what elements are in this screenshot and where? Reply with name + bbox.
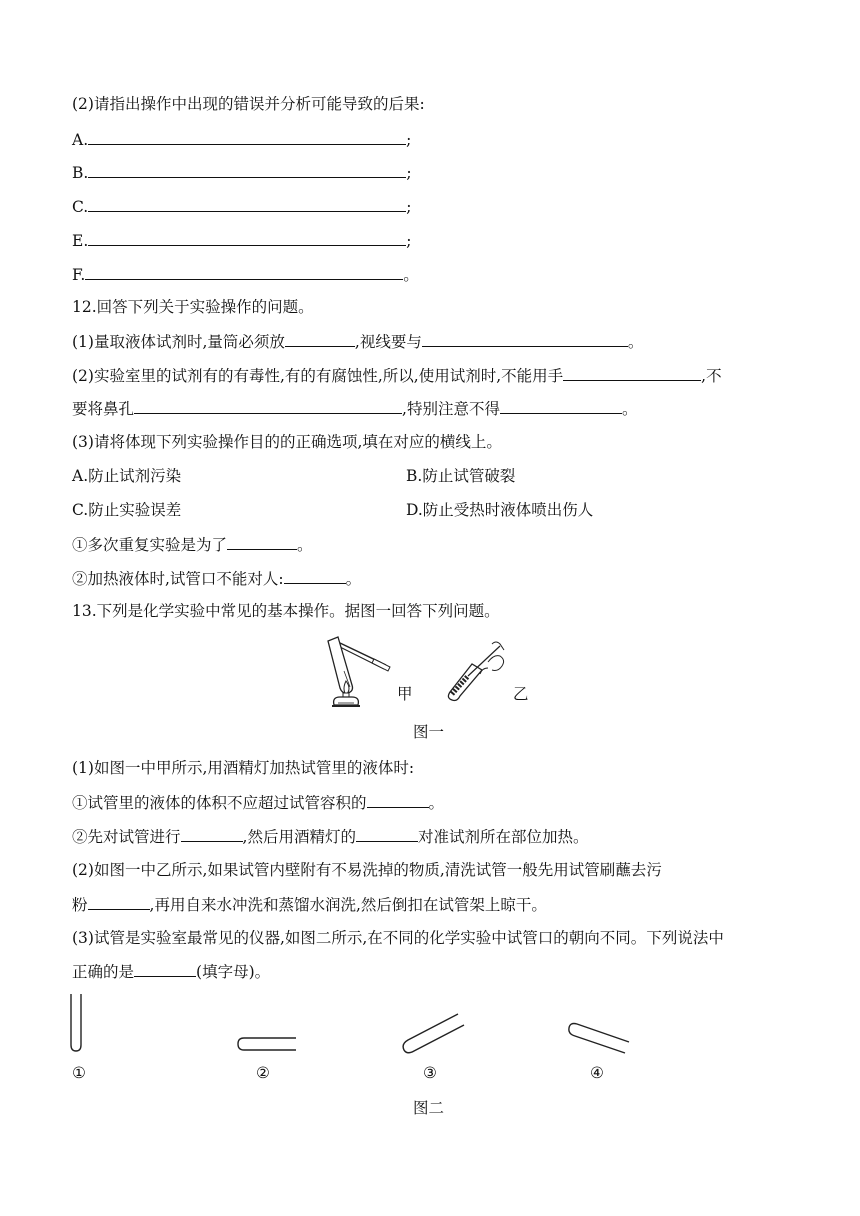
text-segment: 。 [621, 400, 638, 418]
q11-answer-line-b [72, 162, 412, 183]
text-segment: (填字母)。 [196, 963, 271, 981]
text-segment: ①试管里的液体的体积不应超过试管容积的 [72, 794, 367, 812]
q13-part3: (3)试管是实验室最常见的仪器,如图二所示,在不同的化学实验中试管口的朝向不同。下列说法中 [72, 929, 724, 947]
answer-end: ; [406, 198, 412, 216]
text-segment: (2)实验室里的试剂有的有毒性,有的有腐蚀性,所以,使用试剂时,不能用手 [72, 367, 564, 385]
option-b: B.防止试管破裂 [406, 467, 516, 485]
q13-part3-continued [72, 961, 270, 982]
text-segment: ②先对试管进行 [72, 828, 181, 846]
q12-sub2 [72, 568, 361, 589]
q12-part1 [72, 331, 643, 352]
answer-label: A. [72, 131, 89, 149]
answer-blank[interactable] [181, 826, 243, 842]
answer-blank[interactable] [285, 331, 355, 347]
answer-blank[interactable] [367, 792, 429, 808]
q12-sub1 [72, 534, 313, 555]
option-c: C.防止实验误差 [72, 501, 182, 519]
answer-blank[interactable] [227, 534, 297, 550]
q13-part1: (1)如图一中甲所示,用酒精灯加热试管里的液体时: [72, 759, 415, 777]
text-segment: 。 [627, 333, 644, 351]
answer-blank[interactable] [88, 230, 406, 246]
answer-blank[interactable] [88, 196, 406, 212]
answer-blank[interactable] [88, 162, 406, 178]
answer-label: F. [72, 266, 86, 284]
text-segment: ,再用自来水冲洗和蒸馏水润洗,然后倒扣在试管架上晾干。 [149, 896, 547, 914]
text-segment: 。 [428, 794, 445, 812]
answer-blank[interactable] [134, 961, 196, 977]
figure2-label-2: ② [256, 1064, 270, 1082]
q12-title: 12.回答下列关于实验操作的问题。 [72, 298, 314, 316]
figure2-label-3: ③ [423, 1064, 437, 1082]
answer-blank[interactable] [88, 129, 406, 145]
option-d: D.防止受热时液体喷出伤人 [406, 501, 594, 519]
text-segment: ②加热液体时,试管口不能对人: [72, 570, 284, 588]
figure2-label-1: ① [72, 1064, 86, 1082]
q12-part2 [72, 365, 722, 386]
text-segment: 要将鼻孔 [72, 400, 135, 418]
q11-answer-line-f [72, 264, 419, 285]
answer-blank[interactable] [134, 398, 402, 414]
text-segment: 。 [345, 570, 362, 588]
answer-label: C. [72, 198, 89, 216]
text-segment: ,不 [701, 367, 722, 385]
q12-part3: (3)请将体现下列实验操作目的的正确选项,填在对应的横线上。 [72, 433, 502, 451]
test-tube-tilted-up-figure [398, 1010, 464, 1056]
answer-blank[interactable] [563, 365, 701, 381]
test-tube-vertical-figure [66, 993, 86, 1053]
figure2-caption: 图二 [413, 1099, 445, 1117]
answer-blank[interactable] [88, 894, 150, 910]
answer-end: ; [406, 232, 412, 250]
q13-part2: (2)如图一中乙所示,如果试管内壁附有不易洗掉的物质,清洗试管一般先用试管刷蘸去污 [72, 861, 662, 879]
q11-answer-line-c [72, 196, 411, 217]
q11-answer-line-a [72, 129, 411, 150]
option-a: A.防止试剂污染 [72, 467, 182, 485]
answer-blank[interactable] [284, 568, 346, 584]
test-tube-horizontal-figure [236, 1035, 300, 1053]
q13-sub2 [72, 826, 588, 847]
text-segment: 对准试剂所在部位加热。 [417, 828, 589, 846]
heating-test-tube-figure [326, 633, 392, 707]
test-tube-tilted-down-figure [566, 1020, 634, 1056]
q13-title: 13.下列是化学实验中常见的基本操作。据图一回答下列问题。 [72, 602, 500, 620]
figure1-caption: 图一 [413, 723, 445, 741]
figure2-label-4: ④ [590, 1064, 604, 1082]
q11-part2-prompt: (2)请指出操作中出现的错误并分析可能导致的后果: [72, 95, 425, 113]
text-segment: 粉 [72, 896, 88, 914]
q12-part2-continued [72, 398, 637, 419]
answer-blank[interactable] [85, 264, 403, 280]
figure-label-jia: 甲 [397, 685, 413, 703]
text-segment: ,视线要与 [354, 333, 422, 351]
answer-end: ; [406, 164, 412, 182]
answer-blank[interactable] [422, 331, 628, 347]
q13-part2-continued [72, 894, 547, 915]
answer-end: ; [406, 131, 412, 149]
answer-blank[interactable] [356, 826, 418, 842]
answer-end: 。 [403, 266, 419, 284]
test-tube-brush-figure [442, 640, 510, 704]
text-segment: ,然后用酒精灯的 [242, 828, 356, 846]
text-segment: ①多次重复实验是为了 [72, 536, 228, 554]
q13-sub1 [72, 792, 444, 813]
answer-label: B. [72, 164, 89, 182]
answer-blank[interactable] [500, 398, 622, 414]
text-segment: ,特别注意不得 [402, 400, 500, 418]
text-segment: 正确的是 [72, 963, 135, 981]
figure-label-yi: 乙 [513, 685, 529, 703]
answer-label: E. [72, 232, 89, 250]
text-segment: (1)量取液体试剂时,量筒必须放 [72, 333, 285, 351]
q11-answer-line-e [72, 230, 411, 251]
text-segment: 。 [297, 536, 313, 554]
